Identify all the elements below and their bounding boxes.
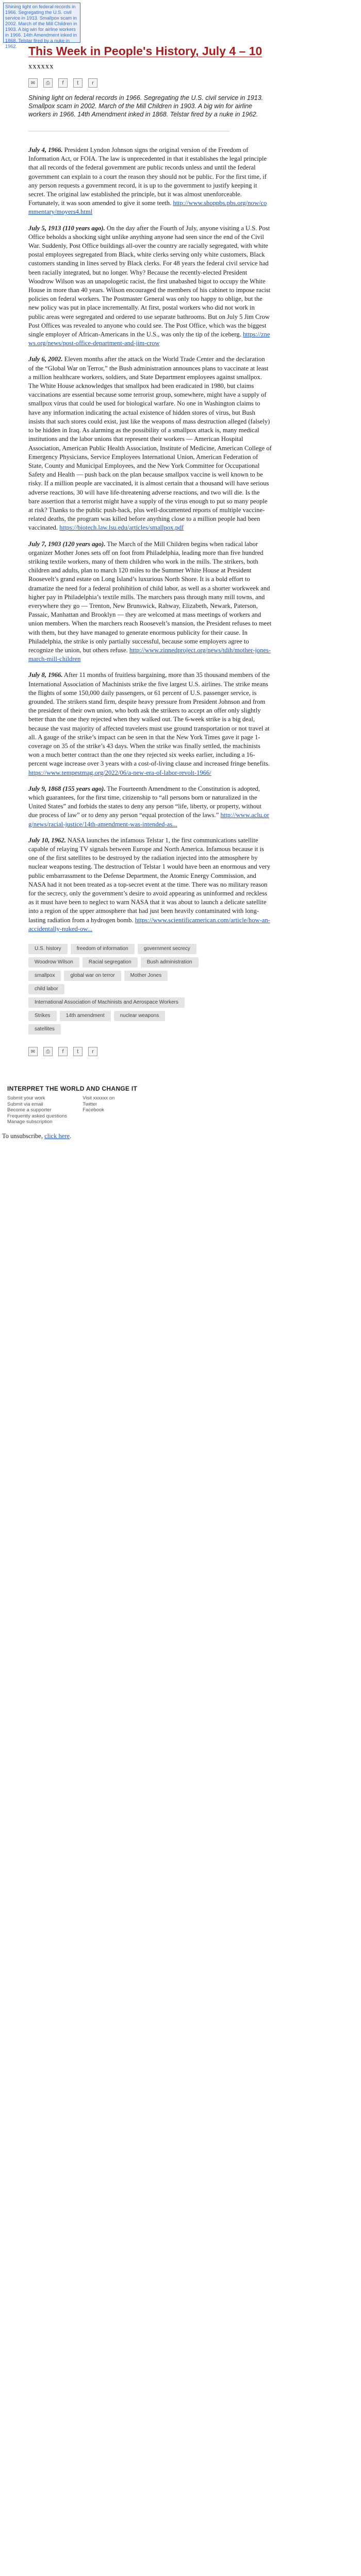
footer <box>7 1085 361 1125</box>
entry-source-link[interactable]: http://www.aclu.org/news/racial-justice/14th-amendment-was-intended-as... <box>28 811 269 828</box>
share-bar-bottom <box>28 1047 272 1056</box>
email-share-icon[interactable]: ✉ <box>28 1047 38 1056</box>
footer-link[interactable]: Twitter <box>83 1101 97 1107</box>
entry-date: July 9, 1868 (155 years ago). <box>28 785 106 792</box>
entry-text: Eleven months after the attack on the World Trade Center and the declaration of the “Global War on Terror,” the Bush administration announces plans to vaccinate at least a million healthcare workers, soldiers, and State Department employees against smallpox. The White House acknowledges that smallpox had been eradicated in 1980, but claims vaccinations are essential because some terrorist group, somewhere, might have a supply of smallpox virus that could be used for biological warfare. No one in Washington claims to have any information indicating the actual existence of hidden stores of virus, but Bush insists that such stores could exist, just like the weapons of mass destruction alleged (falsely) to be hidden in Iraq. As alarming as the possibility of a smallpox attack is, many medical institutions and the labor unions that represent their workers — American Hospital Association, American Public Health Association, Institute of Medicine, American College of Emergency Physicians, Service Employees International Union, American Federation of State, County and Municipal Employees, and the New York Committee for Occupational Safety and Health — push back on the plan because smallpox vaccine is well known to be risky. If a million people are vaccinated, it is almost certain that a thousand will have serious adverse reactions, 30 will have life-threatening adverse reactions, and two will die. Is the bare assertion that a terrorist might have a supply of the virus enough to put so many people at risk? Thanks to the public push-back, plus well-documented reports of multiple vaccine-related deaths, the program was killed before anything close to a million people had been vaccinated. <box>28 355 272 532</box>
tag-chip[interactable]: Bush administration <box>141 957 199 968</box>
entries-list <box>28 146 272 934</box>
history-entry <box>28 785 272 829</box>
entry-source-link[interactable]: http://www.zinnedproject.org/news/tdih/mother-jones-march-mill-children <box>28 646 271 663</box>
tag-chip[interactable]: Woodrow Wilson <box>28 957 79 968</box>
header-image-placeholder[interactable]: Shining light on federal records in 1966. Segregating the U.S. civil service in 1913. Smallpox scam in 2002. March of the Mill Children in 1903. A big win for airline workers in 1966. 14th Amendment inked in 1868. Telstar fired by a nuke in 1962. <box>3 3 80 43</box>
unsubscribe-suffix: . <box>70 1132 72 1140</box>
facebook-share-icon[interactable]: f <box>58 78 68 88</box>
entry-date: July 10, 1962. <box>28 836 66 844</box>
tag-list <box>28 944 199 1035</box>
tag-chip[interactable]: smallpox <box>28 971 61 981</box>
tag-chip[interactable]: global war on terror <box>64 971 121 981</box>
footer-link[interactable]: Submit via email <box>7 1101 43 1107</box>
reddit-share-icon[interactable]: r <box>88 1047 97 1056</box>
entry-text: The Fourteenth Amendment to the Constitution is adopted, which guarantees, for the first time, citizenship to “all persons born or naturalized in the United States” and forbids the states to deny any person “life, liberty, or property, without due process of law” or to deny any person “equal protection of the laws.” <box>28 785 261 819</box>
footer-links-right <box>83 1095 114 1125</box>
tag-chip[interactable]: 14th amendment <box>60 1011 111 1021</box>
page-title[interactable]: This Week in People's History, July 4 – 10 <box>28 44 262 58</box>
twitter-share-icon[interactable]: t <box>73 78 83 88</box>
entry-text: After 11 months of fruitless bargaining, more than 35 thousand members of the International Association of Machinists strike the five largest U.S. airlines. The strike means the flights of some 150,000 daily passengers, or 61 percent of U.S. passenger service, is grounded. The strikers stand firm, despite heavy pressure from President Johnson and from the president of their own union, who both ask the strikers to accept an offer only slightly better than the one they rejected when they walked out. The 6-week strike is a big deal, because the vast majority of affected travelers must use ground transportation or not travel at all. A gauge of the strike’s impact can be seen in that the New York Times gave it page 1-coverage on 35 of the strike’s 43 days. When the strike was finally settled, the machinists won a much better contract than the one they rejected six weeks earlier, including a 16-percent wage increase over 3 years with a cost-of-living clause and increased fringe benefits. <box>28 671 270 768</box>
footer-link[interactable]: Facebook <box>83 1107 104 1113</box>
history-entry <box>28 224 272 348</box>
reddit-share-icon[interactable]: r <box>88 78 97 88</box>
entry-date: July 4, 1966. <box>28 146 63 154</box>
tag-chip[interactable]: U.S. history <box>28 944 68 954</box>
twitter-share-icon[interactable]: t <box>73 1047 83 1056</box>
print-share-icon[interactable]: ⎙ <box>43 78 53 88</box>
share-bar-top <box>28 78 272 88</box>
tag-chip[interactable]: satellites <box>28 1024 61 1035</box>
print-share-icon[interactable]: ⎙ <box>43 1047 53 1056</box>
unsubscribe-line <box>2 1132 361 1140</box>
entry-source-link[interactable]: https://www.scientificamerican.com/article/how-an-accidentally-nuked-ow... <box>28 916 270 933</box>
entry-text: The March of the Mill Children begins when radical labor organizer Mother Jones sets off on foot from Philadelphia, leading more than five hundred striking textile workers, many of them children who work in the mills. The strikers, both children and adults, plan to march 120 miles to the Summer White House at President Roosevelt’s grand estate on Long Island’s luxurious North Shore. It is a bold effort to dramatize the need for a federal prohibition of child labor, as well as a shorter workweek and higher pay in Philadelphia’s textile mills. The marchers pass through many mill towns, and everywhere they go — Trenton, New Brunswick, Rahway, Elizabeth, Newark, Paterson, Passaic, Manhattan and Brooklyn — they are welcomed at mass meetings of workers and union members. When the marchers reach Roosevelt’s mansion, the President refuses to meet with them, but they have managed to generate enormous publicity for their cause. In Philadelphia, the strike is only partially successful, because some employers agree to recognize the union, but others refuse. <box>28 540 272 654</box>
tag-chip[interactable]: government secrecy <box>138 944 196 954</box>
tag-chip[interactable]: International Association of Machinists and Aerospace Workers <box>28 997 185 1008</box>
email-share-icon[interactable]: ✉ <box>28 78 38 88</box>
tag-chip[interactable]: freedom of information <box>71 944 135 954</box>
tag-chip[interactable]: child labor <box>28 984 64 994</box>
byline: XXXXXX <box>28 64 54 70</box>
footer-link[interactable]: Manage subscription <box>7 1119 53 1125</box>
footer-heading: INTERPRET THE WORLD AND CHANGE IT <box>7 1085 138 1093</box>
history-entry <box>28 540 272 664</box>
lead-caption: Shining light on federal records in 1966. Segregating the U.S. civil service in 1913. Smallpox scam in 2002. March of the Mill Children in 1903. A big win for airline workers in 1966. 14th Amendment inked in 1868. Telstar fired by a nuke in 1962. <box>28 94 264 118</box>
tag-chip[interactable]: Racial segregation <box>83 957 138 968</box>
history-entry <box>28 836 272 934</box>
entry-source-link[interactable]: https://biotech.law.lsu.edu/articles/smallpox.pdf <box>59 524 184 532</box>
entry-date: July 6, 2002. <box>28 355 63 363</box>
entry-date: July 8, 1966. <box>28 671 63 679</box>
footer-link[interactable]: Frequently asked questions <box>7 1113 68 1119</box>
entry-source-link[interactable]: https://znews.org/news/post-office-department-and-jim-crow <box>28 331 270 347</box>
entry-date: July 5, 1913 (110 years ago). <box>28 224 105 232</box>
history-entry <box>28 355 272 532</box>
unsubscribe-link[interactable]: click here <box>44 1132 70 1140</box>
history-entry <box>28 146 272 217</box>
facebook-share-icon[interactable]: f <box>58 1047 68 1056</box>
unsubscribe-prefix: To unsubscribe, <box>2 1132 45 1140</box>
tag-chip[interactable]: Strikes <box>28 1011 57 1021</box>
entry-text: NASA launches the infamous Telstar 1, the first communications satellite capable of relaying TV signals between Europe and North America. Infamous because it is one of the first satellites to be destroyed by the radiation injected into the atmosphere by nuclear weapons testing. The destruction of Telstar 1 would have been an enormous and very public embarrassment to the Defense Department, the Atomic Energy Commission, and NASA had it not been treated as a top-secret event at the time. There was no military reason for the secrecy, only the government’s desire to avoid appearing as uninformed and reckless as it must have been to neglect to warn NASA that it was about to launch a delicate satellite into a region of the upper atmosphere that had just been heavily contaminated with long-lasting radiation from a hydrogen bomb. <box>28 836 271 924</box>
tag-chip[interactable]: Mother Jones <box>124 971 168 981</box>
history-entry <box>28 671 272 777</box>
footer-link[interactable]: Become a supporter <box>7 1107 52 1113</box>
entry-text: On the day after the Fourth of July, anyone visiting a U.S. Post Office beholds a shocking sight unlike anything anyone had seen since the end of the Civil War. Suddenly, Post Office buildings all-over the country are racially segregated, with white postal employees segregated from Black, white clerks serving only white customers, Black customers standing in lines served by Black clerks. For 48 years the federal civil service had been racially integrated, but no longer. Why? Because the recently-elected President Woodrow Wilson was an unapologetic racist, the first unabashed bigot to occupy the White House in more than 40 years. Wilson encouraged the members of his cabinet to impose racist policies on federal workers. The Postmaster General was only too happy to oblige, but the new policy was put in place incrementally. At first, postal workers who did not work in public areas were segregated and ordered to use separate bathrooms. But on July 5 Jim Crow Post Offices was revealed to anyone who could see. The Post Office, which was the biggest single employer of African-Americans in the U.S., was only the tip of the iceberg. <box>28 224 271 338</box>
entry-source-link[interactable]: https://www.tempestmag.org/2022/06/a-new-era-of-labor-revolt-1966/ <box>28 769 211 776</box>
footer-links-left <box>7 1095 67 1125</box>
footer-link[interactable]: Submit your work <box>7 1095 45 1101</box>
footer-link[interactable]: Visit xxxxxx on <box>83 1095 115 1101</box>
entry-text: President Lyndon Johnson signs the original version of the Freedom of Information Act, or FOIA. The law is unprecedented in that it establishes the legal principle that all records of the federal government are public records unless and until the federal government can explain to a court the reason they should not be public. For the first time, if any person requests a government record, it is up to the government to justify keeping it secret. The original law established the principle, but it was almost unenforceable. Fortunately, it was soon amended to give it some teeth. <box>28 146 267 207</box>
entry-date: July 7, 1903 (120 years ago). <box>28 540 106 548</box>
tag-chip[interactable]: nuclear weapons <box>114 1011 166 1021</box>
entry-source-link[interactable]: http://www.shoppbs.pbs.org/now/commentary/moyers4.html <box>28 199 267 216</box>
